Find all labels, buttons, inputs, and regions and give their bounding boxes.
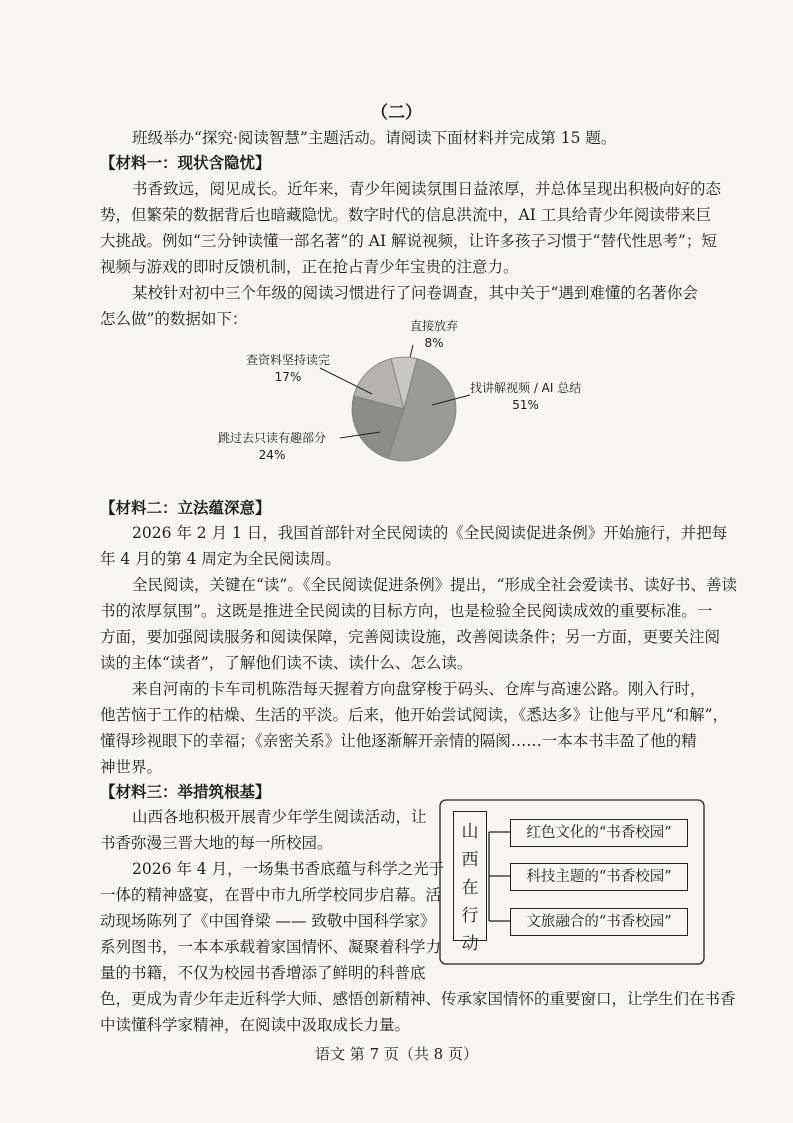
material3-heading: 【材料三：举措筑根基】 bbox=[100, 783, 271, 801]
pie-value-label: 8% bbox=[424, 336, 444, 350]
pie-slice bbox=[391, 357, 417, 409]
pie-label-give-up bbox=[410, 318, 458, 352]
material3-line: 一体的精神盛宴，在晋中市九所学校同步启幕。活 bbox=[100, 886, 442, 904]
pie-value-label: 51% bbox=[512, 398, 539, 412]
leader-line-skip bbox=[340, 432, 380, 438]
material1-line: 势，但繁荣的数据背后也暗藏隐忧。数字时代的信息洪流中，AI 工具给青少年阅读带来巨 bbox=[100, 206, 712, 224]
pie-category-label: 直接放弃 bbox=[410, 319, 459, 333]
diagram-branch-box: 科技主题的“书香校园” bbox=[510, 863, 688, 891]
pie-value-label: 24% bbox=[258, 448, 286, 462]
pie-label-skip bbox=[218, 430, 326, 464]
material2-line: 全民阅读，关键在“读”。《全民阅读促进条例》提出，“形成全社会爱读书、读好书、善读 bbox=[132, 576, 738, 594]
pie-value-label: 17% bbox=[274, 370, 302, 384]
pie-category-label: 查资料坚持读完 bbox=[246, 353, 331, 367]
diagram-root-box bbox=[453, 811, 487, 954]
material3-line: 山西各地积极开展青少年学生阅读活动，让 bbox=[132, 808, 427, 826]
leader-line-ai bbox=[432, 395, 470, 405]
material2-line: 读的主体“读者”，了解他们读不读、读什么、怎么读。 bbox=[100, 654, 473, 672]
material1-line: 大挑战。例如“三分钟读懂一部名著”的 AI 解说视频，让许多孩子习惯于“替代性思考”；短 bbox=[100, 232, 717, 250]
diagram-branch-box: 红色文化的“书香校园” bbox=[510, 819, 688, 847]
pie-slice bbox=[352, 396, 404, 458]
pie-label-research bbox=[246, 352, 330, 386]
material2-line: 年 4 月的第 4 周定为全民阅读周。 bbox=[100, 550, 341, 568]
material1-line: 怎么做”的数据如下： bbox=[100, 310, 248, 328]
material1-line: 书香致远，阅见成长。近年来，青少年阅读氛围日益浓厚，并总体呈现出积极向好的态 bbox=[132, 180, 722, 198]
material2-line: 2026 年 2 月 1 日，我国首部针对全民阅读的《全民阅读促进条例》开始施行，并把每 bbox=[132, 524, 728, 542]
material2-heading: 【材料二：立法蕴深意】 bbox=[100, 499, 271, 517]
pie-label-ai bbox=[470, 380, 581, 414]
pie-category-label: 跳过去只读有趣部分 bbox=[218, 431, 327, 445]
material2-line: 书的浓厚氛围”。这既是推进全民阅读的目标方向，也是检验全民阅读成效的重要标准。一 bbox=[100, 602, 713, 620]
material2-line: 来自河南的卡车司机陈浩每天握着方向盘穿梭于码头、仓库与高速公路。刚入行时， bbox=[132, 680, 706, 698]
material1-heading: 【材料一：现状含隐忧】 bbox=[100, 154, 271, 172]
material2-line: 懂得珍视眼下的幸福；《亲密关系》让他逐渐解开亲情的隔阂……一本本书丰盈了他的精 bbox=[100, 732, 697, 750]
pie-slice bbox=[388, 359, 456, 461]
material3-line: 色，更成为青少年走近科学大师、感悟创新精神、传承家国情怀的重要窗口，让学生们在书香 bbox=[100, 990, 736, 1008]
material2-line: 他苦恼于工作的枯燥、生活的平淡。后来，他开始尝试阅读，《悉达多》让他与平凡“和解”， bbox=[100, 706, 729, 724]
page-footer: 语文 第 7 页（共 8 页） bbox=[315, 1045, 478, 1063]
pie-category-label: 找讲解视频 / AI 总结 bbox=[470, 381, 582, 395]
material3-line: 系列图书，一本本承载着家国情怀、凝聚着科学力 bbox=[100, 938, 442, 956]
diagram-branch-box: 文旅融合的“书香校园” bbox=[510, 908, 688, 936]
material3-line: 书香弥漫三晋大地的每一所校园。 bbox=[100, 834, 333, 852]
material3-line: 2026 年 4 月，一场集书香底蕴与科学之光于 bbox=[132, 860, 445, 878]
material1-line: 某校针对初中三个年级的阅读习惯进行了问卷调查，其中关于“遇到难懂的名著你会 bbox=[132, 284, 698, 302]
material3-line: 动现场陈列了《中国脊梁 —— 致敬中国科学家》 bbox=[100, 912, 436, 930]
material3-line: 量的书籍，不仅为校园书香增添了鲜明的科普底 bbox=[100, 964, 426, 982]
pie-slice bbox=[354, 359, 404, 409]
material1-line: 视频与游戏的即时反馈机制，正在抢占青少年宝贵的注意力。 bbox=[100, 258, 519, 276]
material2-line: 方面，要加强阅读服务和阅读保障，完善阅读设施，改善阅读条件；另一方面，更要关注阅 bbox=[100, 628, 721, 646]
section-intro: 班级举办“探究·阅读智慧”主题活动。请阅读下面材料并完成第 15 题。 bbox=[132, 129, 617, 147]
diagram-root-label: 山西在行动 bbox=[461, 822, 479, 954]
section-title: （二） bbox=[371, 103, 422, 123]
material2-line: 神世界。 bbox=[100, 758, 163, 776]
material3-line: 中读懂科学家精神，在阅读中汲取成长力量。 bbox=[100, 1016, 411, 1034]
